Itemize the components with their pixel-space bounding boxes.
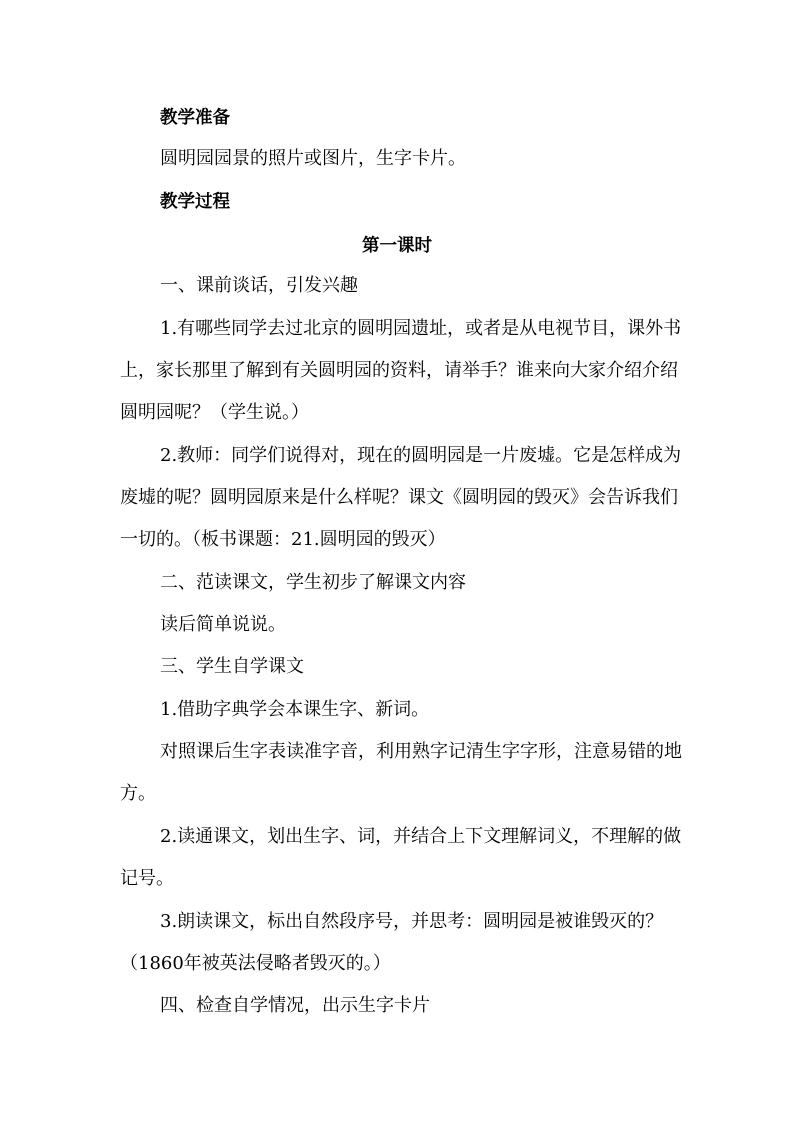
section-2-title: 二、范读课文，学生初步了解课文内容 — [160, 572, 466, 593]
section-2-text: 读后简单说说。 — [160, 614, 286, 635]
section-3-item-1-detail-line-2: 方。 — [120, 783, 156, 804]
item-2-line-2: 废墟的呢？圆明园原来是什么样呢？课文《圆明园的毁灭》会告诉我们 — [120, 487, 678, 508]
section-3-item-3-line-2: （1860年被英法侵略者毁灭的。） — [120, 953, 391, 974]
item-2-line-3: 一切的。（板书课题：21.圆明园的毁灭） — [120, 529, 446, 550]
heading-teaching-process: 教学过程 — [160, 192, 230, 212]
lesson-title: 第一课时 — [362, 236, 432, 256]
section-4-title: 四、检查自学情况，出示生字卡片 — [160, 995, 430, 1016]
item-1-line-3: 圆明园呢？（学生说。） — [120, 402, 309, 423]
section-3-item-3-line-1: 3.朗读课文，标出自然段序号，并思考：圆明园是被谁毁灭的？ — [160, 911, 664, 932]
section-3-item-2-line-1: 2.读通课文，划出生字、词，并结合上下文理解词义，不理解的做 — [160, 826, 682, 847]
section-3-item-2-line-2: 记号。 — [120, 868, 174, 889]
item-2-line-1: 2.教师：同学们说得对，现在的圆明园是一片废墟。它是怎样成为 — [160, 445, 682, 466]
preparation-text: 圆明园园景的照片或图片，生字卡片。 — [160, 148, 466, 169]
heading-teaching-preparation: 教学准备 — [160, 108, 230, 128]
item-1-line-1: 1.有哪些同学去过北京的圆明园遗址，或者是从电视节目，课外书 — [160, 318, 682, 339]
section-1-title: 一、课前谈话，引发兴趣 — [160, 275, 358, 296]
section-3-item-1-detail-line-1: 对照课后生字表读准字音，利用熟字记清生字字形，注意易错的地 — [160, 741, 682, 762]
section-3-title: 三、学生自学课文 — [160, 656, 304, 677]
item-1-line-2: 上，家长那里了解到有关圆明园的资料，请举手？谁来向大家介绍介绍 — [120, 360, 678, 381]
section-3-item-1: 1.借助字典学会本课生字、新词。 — [160, 699, 430, 720]
